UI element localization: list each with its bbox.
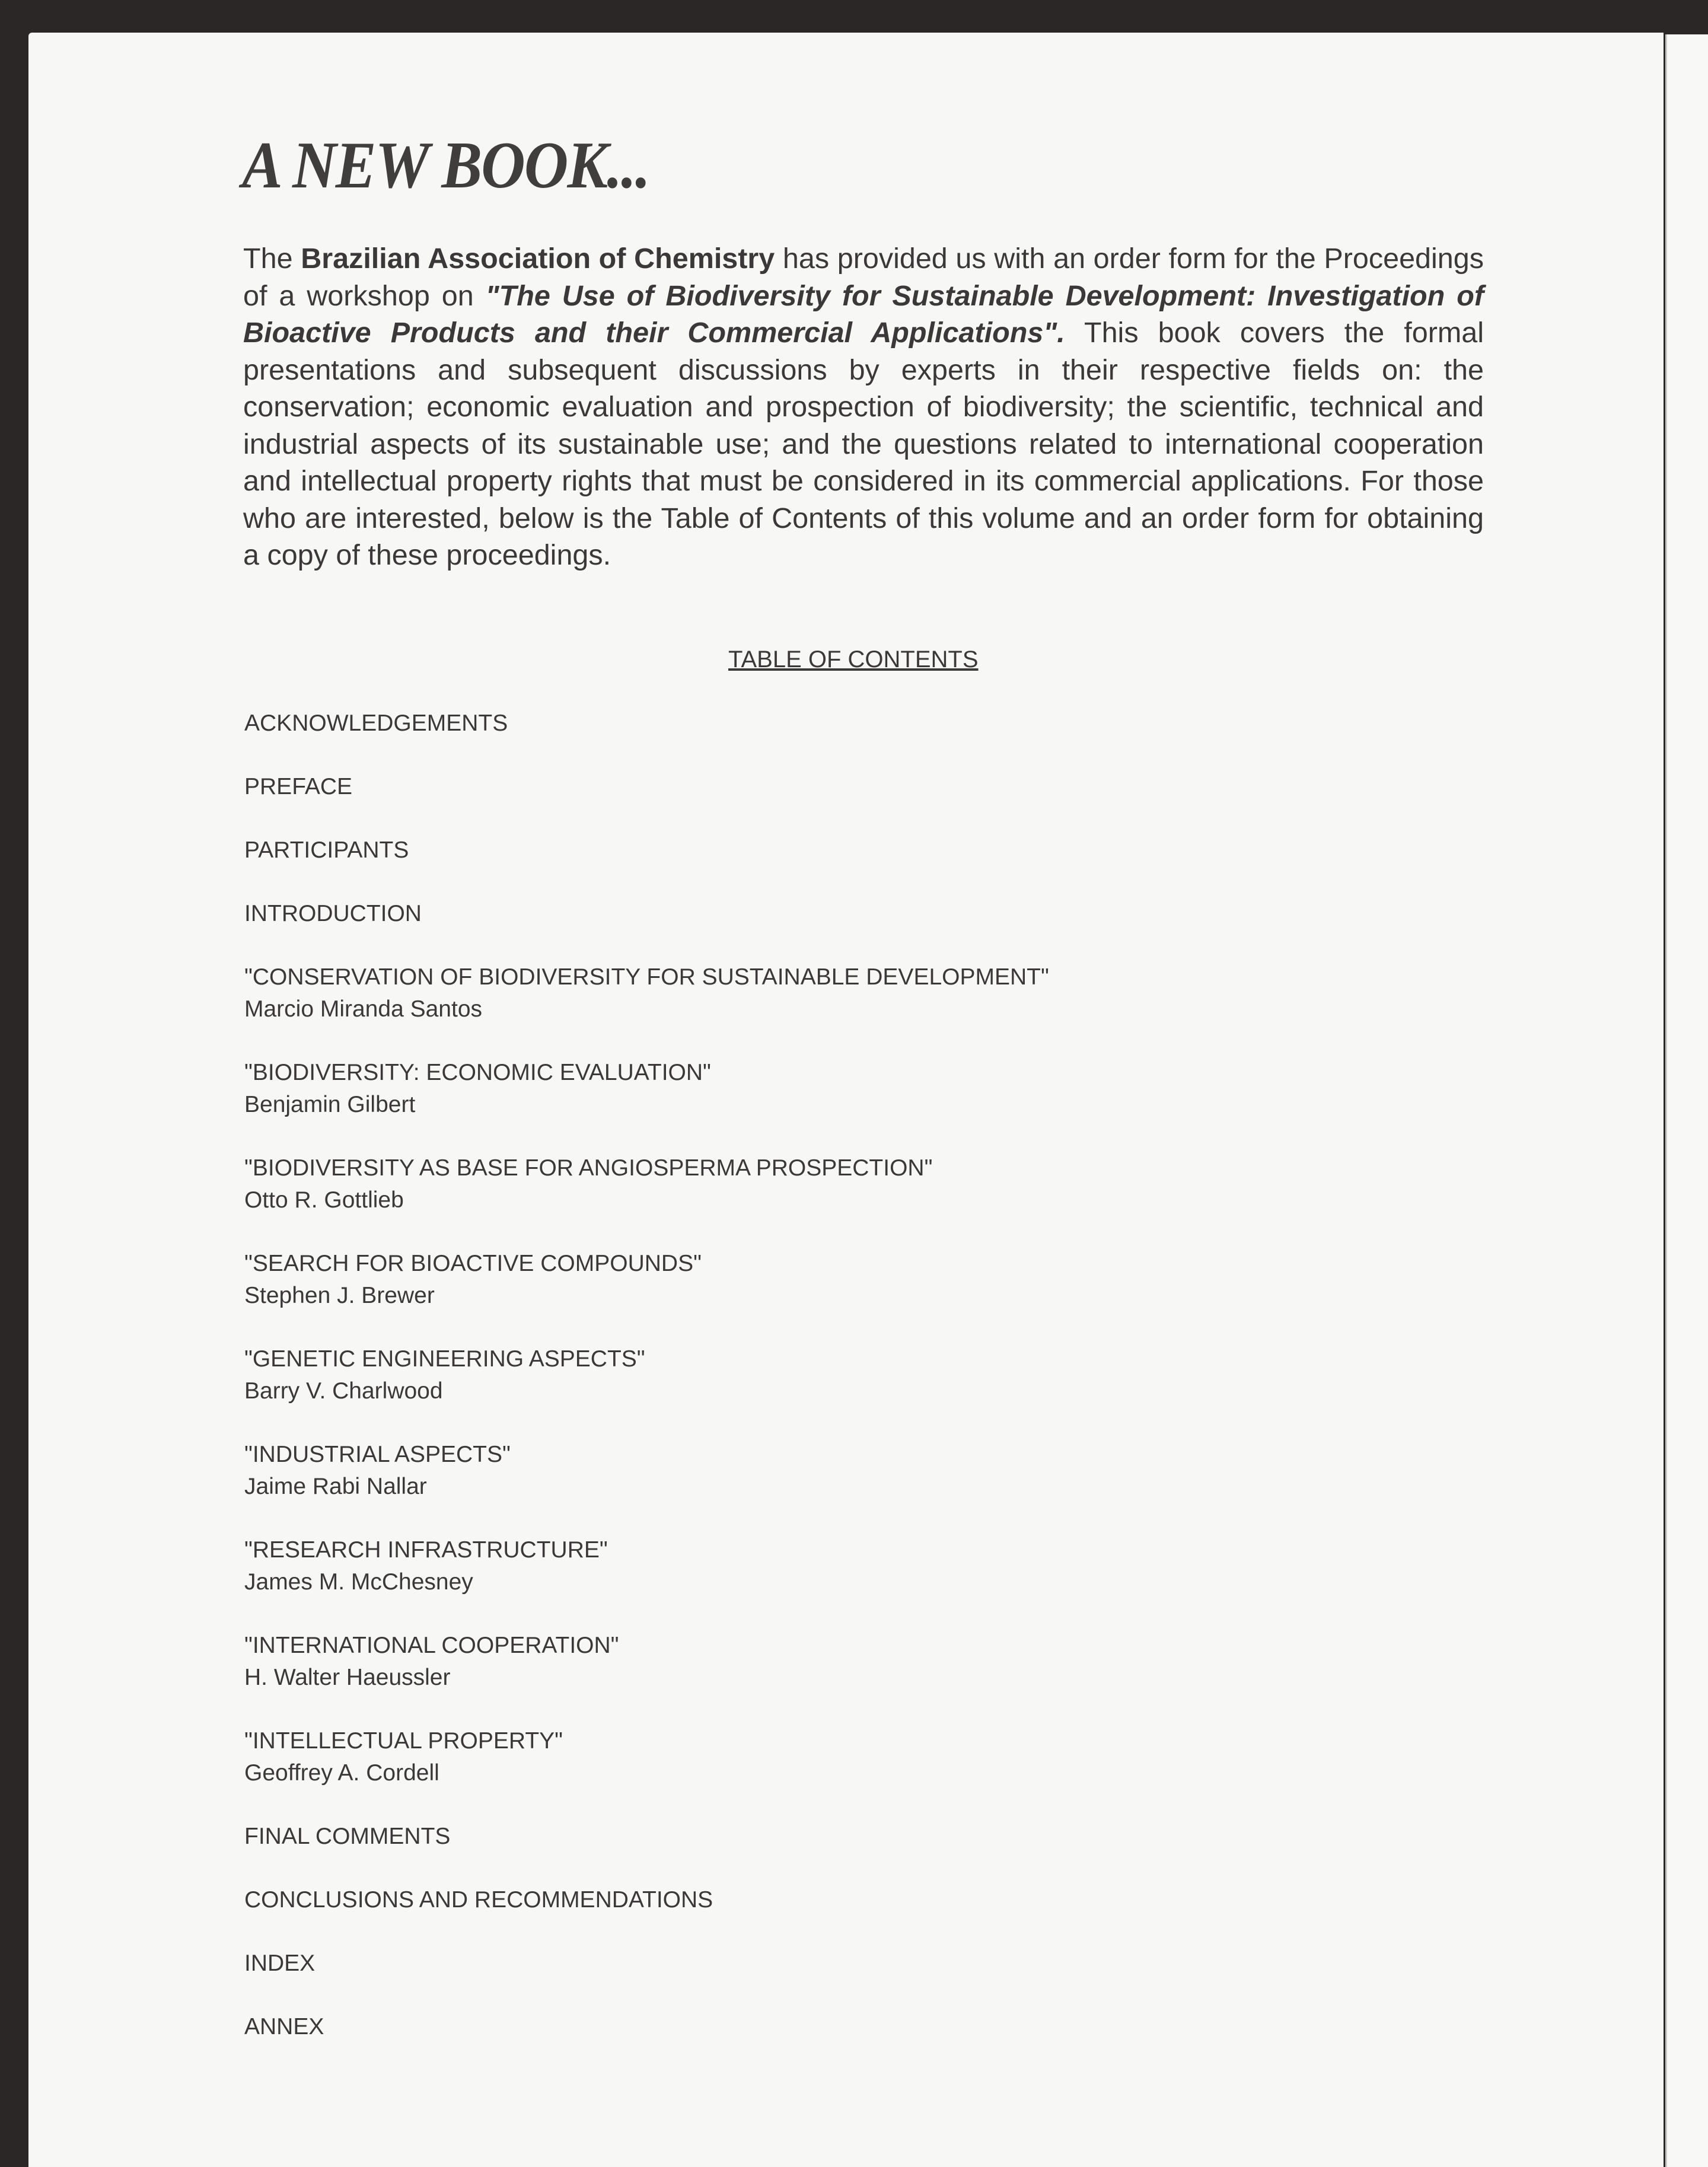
toc-entry: [244, 1248, 1049, 1312]
toc-entry: [244, 708, 1049, 740]
toc-entry: [244, 771, 1049, 803]
toc-entry-title: "BIODIVERSITY: ECONOMIC EVALUATION": [244, 1060, 711, 1085]
toc-entry: [244, 834, 1049, 866]
toc-entry-author: Otto R. Gottlieb: [244, 1187, 404, 1213]
toc-entry-title: FINAL COMMENTS: [244, 1824, 451, 1849]
toc-entry-author: H. Walter Haeussler: [244, 1665, 451, 1690]
toc-entry-author: Benjamin Gilbert: [244, 1092, 416, 1117]
toc-entry-author: Jaime Rabi Nallar: [244, 1474, 427, 1499]
toc-entry: [244, 1948, 1049, 1980]
toc-entry: [244, 1057, 1049, 1121]
intro-paragraph: [243, 240, 1484, 574]
toc-entry-title: "INTERNATIONAL COOPERATION": [244, 1633, 619, 1658]
toc-entry: [244, 1821, 1049, 1853]
toc-entry: [244, 1630, 1049, 1694]
toc-entry-title: CONCLUSIONS AND RECOMMENDATIONS: [244, 1887, 713, 1913]
toc-entry: [244, 1534, 1049, 1598]
toc-entry-title: "INDUSTRIAL ASPECTS": [244, 1442, 511, 1467]
toc-entry-title: PARTICIPANTS: [244, 837, 409, 863]
toc-entry-title: "INTELLECTUAL PROPERTY": [244, 1728, 563, 1754]
organization-name: Brazilian Association of Chemistry: [301, 243, 775, 275]
toc-entry: [244, 1343, 1049, 1407]
toc-entry: [244, 1439, 1049, 1503]
toc-entry-title: INDEX: [244, 1951, 316, 1976]
book-title: "The Use of Biodiversity for Sustainable Development: Investigation of Bioactive Products and their Commercial Applications".: [243, 279, 1484, 349]
toc-entry-title: "SEARCH FOR BIOACTIVE COMPOUNDS": [244, 1251, 702, 1276]
toc-entry-title: "GENETIC ENGINEERING ASPECTS": [244, 1346, 645, 1372]
toc-entry: [244, 2011, 1049, 2043]
toc-entry-author: Geoffrey A. Cordell: [244, 1760, 439, 1786]
toc-entry-title: INTRODUCTION: [244, 901, 422, 926]
toc-entry: [244, 1152, 1049, 1216]
table-of-contents: [244, 708, 1049, 2074]
intro-text: The: [243, 243, 301, 275]
toc-heading: TABLE OF CONTENTS: [728, 646, 979, 673]
intro-text: has provided us with an order form for the Proceedings of a workshop on: [243, 243, 1484, 312]
adjacent-page-edge: [1665, 34, 1708, 2167]
page-title: A NEW BOOK...: [242, 129, 650, 202]
toc-entry-author: Barry V. Charlwood: [244, 1378, 443, 1404]
toc-entry-author: James M. McChesney: [244, 1569, 473, 1595]
toc-entry-author: Stephen J. Brewer: [244, 1283, 435, 1308]
toc-entry: [244, 898, 1049, 930]
toc-entry-title: ACKNOWLEDGEMENTS: [244, 710, 508, 736]
toc-entry-title: ANNEX: [244, 2014, 324, 2039]
toc-entry: [244, 1884, 1049, 1916]
toc-entry: [244, 961, 1049, 1025]
toc-entry-author: Marcio Miranda Santos: [244, 996, 483, 1022]
intro-text: This book covers the formal presentations and subsequent discussions by experts in their respective fields on: the conservation; economic evaluation and prospection of biodiversity; the scientific, technical and industrial aspects of its sustainable use; and the questions related to international cooperation and intellectual property rights that must be considered in its commercial applications. For those who are interested, below is the Table of Contents of this volume and an order form for obtaining a copy of these proceedings.: [243, 317, 1484, 571]
toc-entry: [244, 1725, 1049, 1789]
toc-entry-title: "BIODIVERSITY AS BASE FOR ANGIOSPERMA PROSPECTION": [244, 1155, 933, 1181]
toc-entry-title: "RESEARCH INFRASTRUCTURE": [244, 1537, 608, 1563]
toc-entry-title: PREFACE: [244, 774, 353, 799]
toc-entry-title: "CONSERVATION OF BIODIVERSITY FOR SUSTAINABLE DEVELOPMENT": [244, 964, 1049, 990]
